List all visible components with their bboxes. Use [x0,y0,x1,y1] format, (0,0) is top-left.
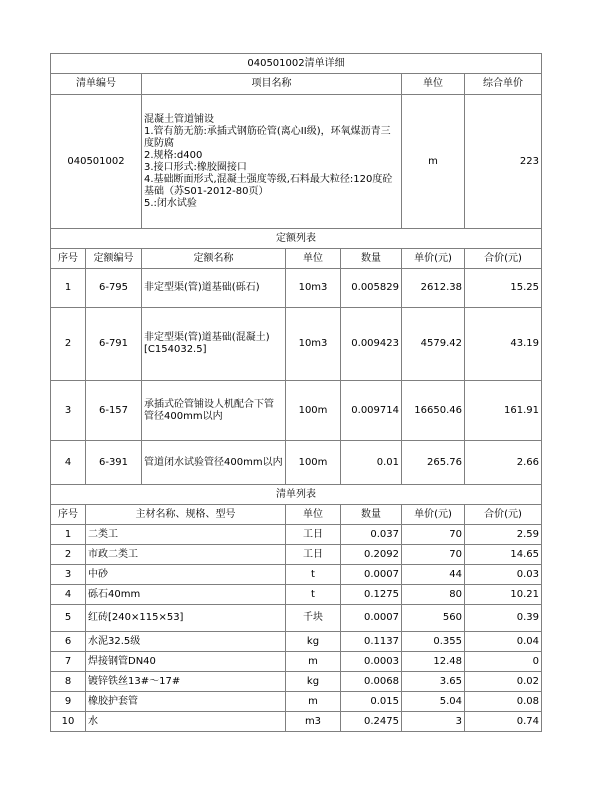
quota-name: 非定型渠(管)道基础(混凝土)[C154032.5] [142,308,286,381]
header-code: 清单编号 [51,74,142,95]
material-total: 0.74 [465,712,542,732]
material-unit: t [286,565,341,585]
quota-name: 承插式砼管铺设人机配合下管管径400mm以内 [142,381,286,441]
material-unit: m [286,652,341,672]
quota-header-price: 单价(元) [402,249,465,269]
materials-header-qty: 数量 [341,505,402,525]
material-name: 二类工 [86,525,286,545]
quota-qty: 0.009423 [341,308,402,381]
material-unit: m3 [286,712,341,732]
materials-row [51,565,542,585]
material-name: 镀锌铁丝13#～17# [86,672,286,692]
quota-code: 6-391 [86,441,142,485]
materials-row [51,672,542,692]
materials-row [51,712,542,732]
materials-row [51,652,542,672]
material-no: 10 [51,712,86,732]
quota-name: 非定型渠(管)道基础(砾石) [142,269,286,308]
material-qty: 0.0068 [341,672,402,692]
quota-header-total: 合价(元) [465,249,542,269]
quota-header-code: 定额编号 [86,249,142,269]
material-name: 橡胶护套管 [86,692,286,712]
material-total: 0.03 [465,565,542,585]
quota-price: 16650.46 [402,381,465,441]
material-total: 0 [465,652,542,672]
materials-header-no: 序号 [51,505,86,525]
item-code: 040501002 [51,95,142,229]
quota-price: 4579.42 [402,308,465,381]
quota-qty: 0.009714 [341,381,402,441]
material-total: 0.39 [465,605,542,632]
materials-row [51,585,542,605]
quota-header-name: 定额名称 [142,249,286,269]
material-total: 10.21 [465,585,542,605]
quota-no: 4 [51,441,86,485]
material-price: 44 [402,565,465,585]
material-qty: 0.0003 [341,652,402,672]
quota-unit: 10m3 [286,308,341,381]
materials-row [51,632,542,652]
material-total: 0.02 [465,672,542,692]
material-unit: kg [286,632,341,652]
materials-header-name: 主材名称、规格、型号 [86,505,286,525]
material-name: 砾石40mm [86,585,286,605]
material-total: 0.04 [465,632,542,652]
material-no: 4 [51,585,86,605]
quota-header-row [51,249,542,269]
quota-qty: 0.005829 [341,269,402,308]
material-qty: 0.2475 [341,712,402,732]
material-price: 560 [402,605,465,632]
quota-name: 管道闭水试验管径400mm以内 [142,441,286,485]
header-unit-price: 综合单价 [465,74,542,95]
quota-header-qty: 数量 [341,249,402,269]
quota-section-title: 定额列表 [51,229,542,249]
quota-code: 6-157 [86,381,142,441]
quota-no: 3 [51,381,86,441]
header-unit: 单位 [402,74,465,95]
material-qty: 0.1275 [341,585,402,605]
material-unit: 千块 [286,605,341,632]
materials-section-title: 清单列表 [51,485,542,505]
material-price: 80 [402,585,465,605]
material-no: 6 [51,632,86,652]
material-name: 中砂 [86,565,286,585]
material-total: 0.08 [465,692,542,712]
table-title: 040501002清单详细 [51,54,542,74]
material-unit: 工日 [286,545,341,565]
material-name: 水泥32.5级 [86,632,286,652]
material-qty: 0.0007 [341,565,402,585]
material-name: 焊接钢管DN40 [86,652,286,672]
quota-row [51,441,542,485]
materials-row [51,525,542,545]
quota-header-no: 序号 [51,249,86,269]
material-qty: 0.015 [341,692,402,712]
material-no: 8 [51,672,86,692]
materials-header-total: 合价(元) [465,505,542,525]
bill-detail-table [50,53,542,732]
material-no: 3 [51,565,86,585]
material-no: 5 [51,605,86,632]
materials-row [51,545,542,565]
materials-header-row [51,505,542,525]
material-price: 0.355 [402,632,465,652]
material-qty: 0.1137 [341,632,402,652]
material-total: 2.59 [465,525,542,545]
material-unit: 工日 [286,525,341,545]
material-unit: t [286,585,341,605]
material-no: 1 [51,525,86,545]
quota-unit: 10m3 [286,269,341,308]
material-unit: m [286,692,341,712]
material-no: 2 [51,545,86,565]
materials-header-price: 单价(元) [402,505,465,525]
header-item-name: 项目名称 [142,74,402,95]
quota-no: 1 [51,269,86,308]
quota-qty: 0.01 [341,441,402,485]
quota-code: 6-795 [86,269,142,308]
material-qty: 0.2092 [341,545,402,565]
material-price: 12.48 [402,652,465,672]
material-price: 70 [402,545,465,565]
material-unit: kg [286,672,341,692]
item-price: 223 [465,95,542,229]
item-unit: m [402,95,465,229]
material-no: 7 [51,652,86,672]
material-price: 5.04 [402,692,465,712]
material-qty: 0.037 [341,525,402,545]
quota-no: 2 [51,308,86,381]
quota-total: 2.66 [465,441,542,485]
material-no: 9 [51,692,86,712]
materials-row [51,605,542,632]
material-name: 市政二类工 [86,545,286,565]
quota-row [51,269,542,308]
material-name: 红砖[240×115×53] [86,605,286,632]
material-qty: 0.0007 [341,605,402,632]
material-name: 水 [86,712,286,732]
material-total: 14.65 [465,545,542,565]
quota-price: 265.76 [402,441,465,485]
quota-unit: 100m [286,381,341,441]
material-price: 3 [402,712,465,732]
materials-row [51,692,542,712]
quota-unit: 100m [286,441,341,485]
quota-header-unit: 单位 [286,249,341,269]
quota-total: 15.25 [465,269,542,308]
item-description: 混凝土管道铺设 1.管有筋无筋:承插式钢筋砼管(离心II级)，环氧煤沥青三度防腐 2.规格:d400 3.接口形式:橡胶圈接口 4.基础断面形式,混凝土强度等级,石料最大粒径:120度砼基础（苏S01-2012-80页） 5.:闭水试验 [142,95,402,229]
materials-header-unit: 单位 [286,505,341,525]
quota-row [51,308,542,381]
quota-total: 43.19 [465,308,542,381]
quota-total: 161.91 [465,381,542,441]
quota-price: 2612.38 [402,269,465,308]
quota-row [51,381,542,441]
material-price: 70 [402,525,465,545]
quota-code: 6-791 [86,308,142,381]
material-price: 3.65 [402,672,465,692]
